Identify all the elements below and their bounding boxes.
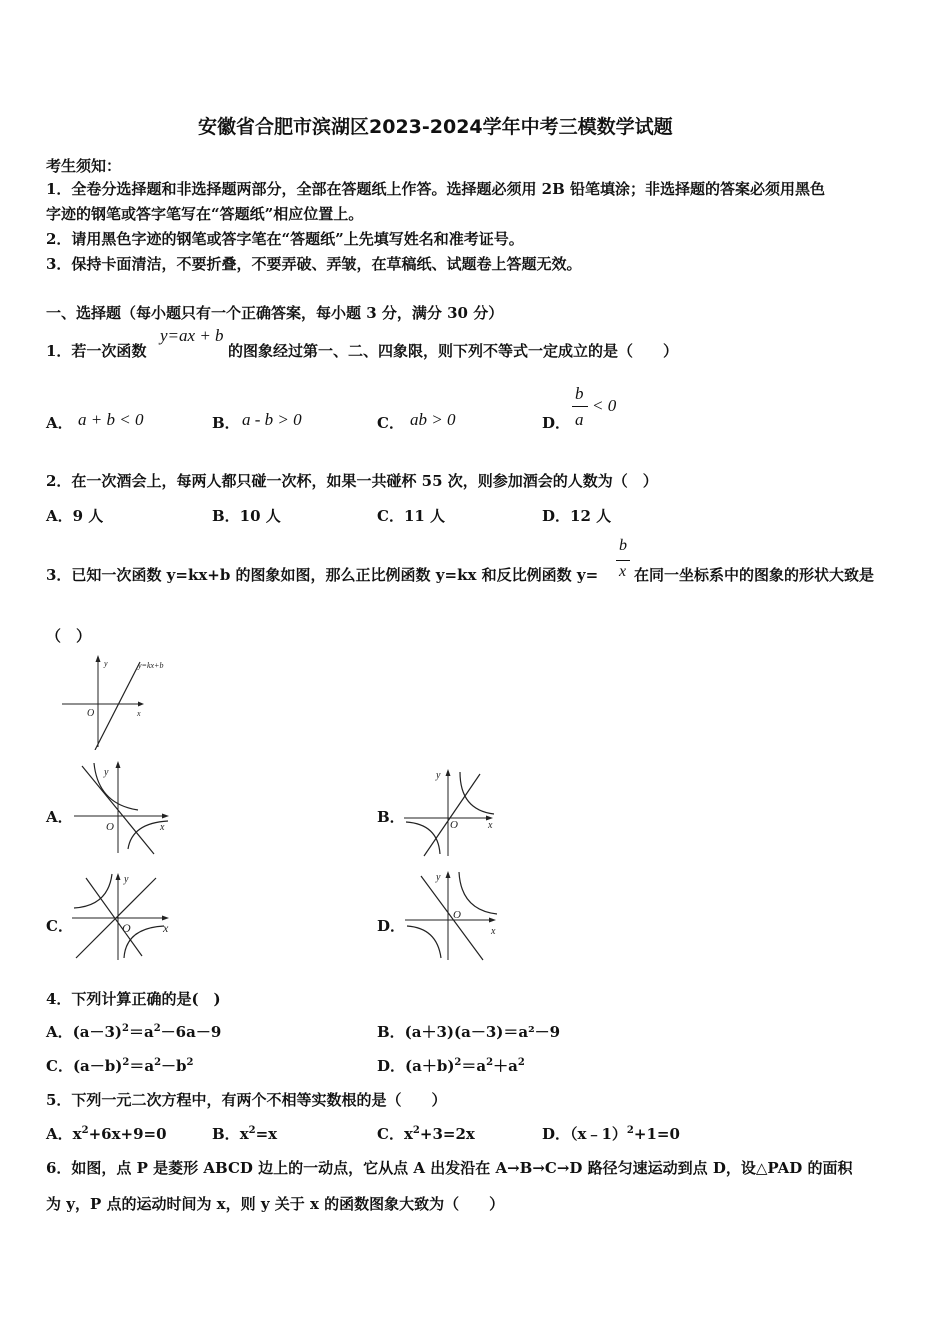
line-kx-b — [95, 662, 140, 750]
q1-prefix: 1．若一次函数 — [46, 342, 147, 360]
q3-option-c-graph — [70, 870, 176, 962]
page-title: 安徽省合肥市滨湖区2023-2024学年中考三模数学试题 — [198, 116, 673, 138]
q3-stem-part-1: 3．已知一次函数 y=kx+b 的图象如图，那么正比例函数 y=kx 和反比例函数 y= — [46, 566, 599, 584]
q5-stem: 5．下列一元二次方程中，有两个不相等实数根的是（ ） — [46, 1091, 447, 1109]
q4-option-b: B．(a＋3)(a－3)＝a²－9 — [377, 1023, 561, 1041]
q3-option-b-graph — [402, 766, 502, 858]
option-b-hyperbola-branch-2 — [406, 822, 440, 854]
q3-option-b-label: B． — [377, 808, 405, 826]
svg-text:x: x — [160, 822, 165, 833]
q3-stem-part-2: 在同一坐标系中的图象的形状大致是 — [634, 566, 875, 584]
q5-option-d: D．（x﹣1）$^2$+1=0 — [542, 1125, 680, 1143]
q3-fraction-bar — [616, 560, 630, 561]
svg-text:O: O — [106, 821, 114, 833]
q1-option-d-relation: < 0 — [592, 396, 617, 415]
q5-option-c: C．$x^2+3=2x$ — [377, 1125, 475, 1143]
q1-option-c: ab > 0 — [410, 410, 456, 429]
q5-option-a: A．$x^2+6x+9=0$ — [46, 1125, 167, 1143]
svg-text:O: O — [122, 921, 131, 935]
graph-line-label: y=kx+b — [138, 661, 164, 670]
option-c-line-2 — [86, 878, 142, 956]
q1-option-d-numerator: b — [575, 384, 584, 403]
q1-suffix: 的图象经过第一、二、四象限，则下列不等式一定成立的是（ ） — [228, 342, 679, 360]
option-d-line — [421, 876, 483, 960]
notice-item-1-line-1: 1．全卷分选择题和非选择题两部分，全部在答题纸上作答。选择题必须用 2B 铅笔填涂；非选择题的答案必须用黑色 — [46, 180, 826, 198]
svg-text:x: x — [491, 926, 496, 937]
q4-stem: 4．下列计算正确的是( ) — [46, 990, 221, 1008]
q1-option-d-label: D． — [542, 414, 571, 432]
x-axis-arrow — [138, 702, 144, 707]
q1-option-d-denominator: a — [575, 410, 584, 429]
q1-option-d-fraction-bar — [572, 406, 588, 407]
option-a-hyperbola-branch-1 — [94, 763, 138, 810]
q2-option-c: C．11 人 — [377, 507, 446, 525]
q6-stem-line-2: 为 y，P 点的运动时间为 x，则 y 关于 x 的函数图象大致为（ ） — [46, 1195, 505, 1213]
q3-option-d-label: D． — [377, 917, 406, 935]
q5-option-b: B．$x^2=x$ — [212, 1125, 278, 1143]
q2-option-a: A．9 人 — [46, 507, 104, 525]
svg-text:y: y — [436, 770, 441, 781]
option-b-line — [424, 774, 480, 856]
option-d-hyperbola-branch-1 — [459, 872, 497, 914]
option-d-hyperbola-branch-2 — [407, 926, 441, 958]
q1-option-a: a + b < 0 — [78, 410, 144, 429]
graph-x-label: x — [137, 709, 141, 718]
svg-text:y: y — [436, 872, 441, 883]
q2-stem: 2．在一次酒会上，每两人都只碰一次杯，如果一共碰杯 55 次，则参加酒会的人数为（ ） — [46, 472, 658, 490]
q3-given-graph — [60, 652, 175, 750]
q3-paren: （ ） — [46, 627, 92, 645]
graph-y-label: y — [104, 659, 108, 668]
y-axis-arrow — [96, 655, 101, 662]
option-c-hyperbola-branch-1 — [74, 874, 112, 908]
notice-heading: 考生须知： — [46, 157, 122, 175]
q3-option-a-label: A． — [46, 808, 73, 826]
q1-option-b-label: B． — [212, 414, 240, 432]
notice-item-3: 3．保持卡面清洁，不要折叠，不要弄破、弄皱，在草稿纸、试题卷上答题无效。 — [46, 255, 582, 273]
svg-text:x: x — [163, 921, 169, 935]
svg-text:x: x — [488, 820, 493, 831]
svg-text:y: y — [124, 874, 129, 885]
q3-option-c-label: C． — [46, 917, 73, 935]
notice-item-1-line-2: 字迹的钢笔或答字笔写在“答题纸”相应位置上。 — [46, 205, 364, 223]
q1-option-c-label: C． — [377, 414, 404, 432]
q3-option-d-graph — [403, 868, 503, 962]
q1-option-a-label: A． — [46, 414, 73, 432]
q4-option-a: A．$(a-3)^2=a^2-6a-9$ — [46, 1023, 222, 1041]
q3-fraction-numerator: b — [619, 537, 627, 554]
svg-text:O: O — [453, 909, 461, 921]
svg-text:O: O — [450, 819, 458, 831]
q3-fraction-denominator: x — [619, 563, 627, 580]
q2-option-d: D．12 人 — [542, 507, 612, 525]
q4-option-d: D．$(a+b)^2=a^2+a^2$ — [377, 1057, 525, 1075]
q6-stem-line-1: 6．如图，点 P 是菱形 ABCD 边上的一动点，它从点 A 出发沿在 A→B→C→D 路径匀速运动到点 D，设△PAD 的面积 — [46, 1159, 853, 1177]
svg-text:y: y — [104, 767, 109, 778]
q2-option-b: B．10 人 — [212, 507, 281, 525]
q4-option-c: C．$(a-b)^2=a^2-b^2$ — [46, 1057, 194, 1075]
graph-origin-label: O — [87, 708, 95, 719]
section-heading: 一、选择题（每小题只有一个正确答案，每小题 3 分，满分 30 分） — [46, 304, 504, 322]
q1-function: y=ax + b — [160, 326, 224, 345]
notice-item-2: 2．请用黑色字迹的钢笔或答字笔在“答题纸”上先填写姓名和准考证号。 — [46, 230, 524, 248]
q3-option-a-graph — [72, 760, 177, 855]
q1-option-b: a - b > 0 — [242, 410, 302, 429]
